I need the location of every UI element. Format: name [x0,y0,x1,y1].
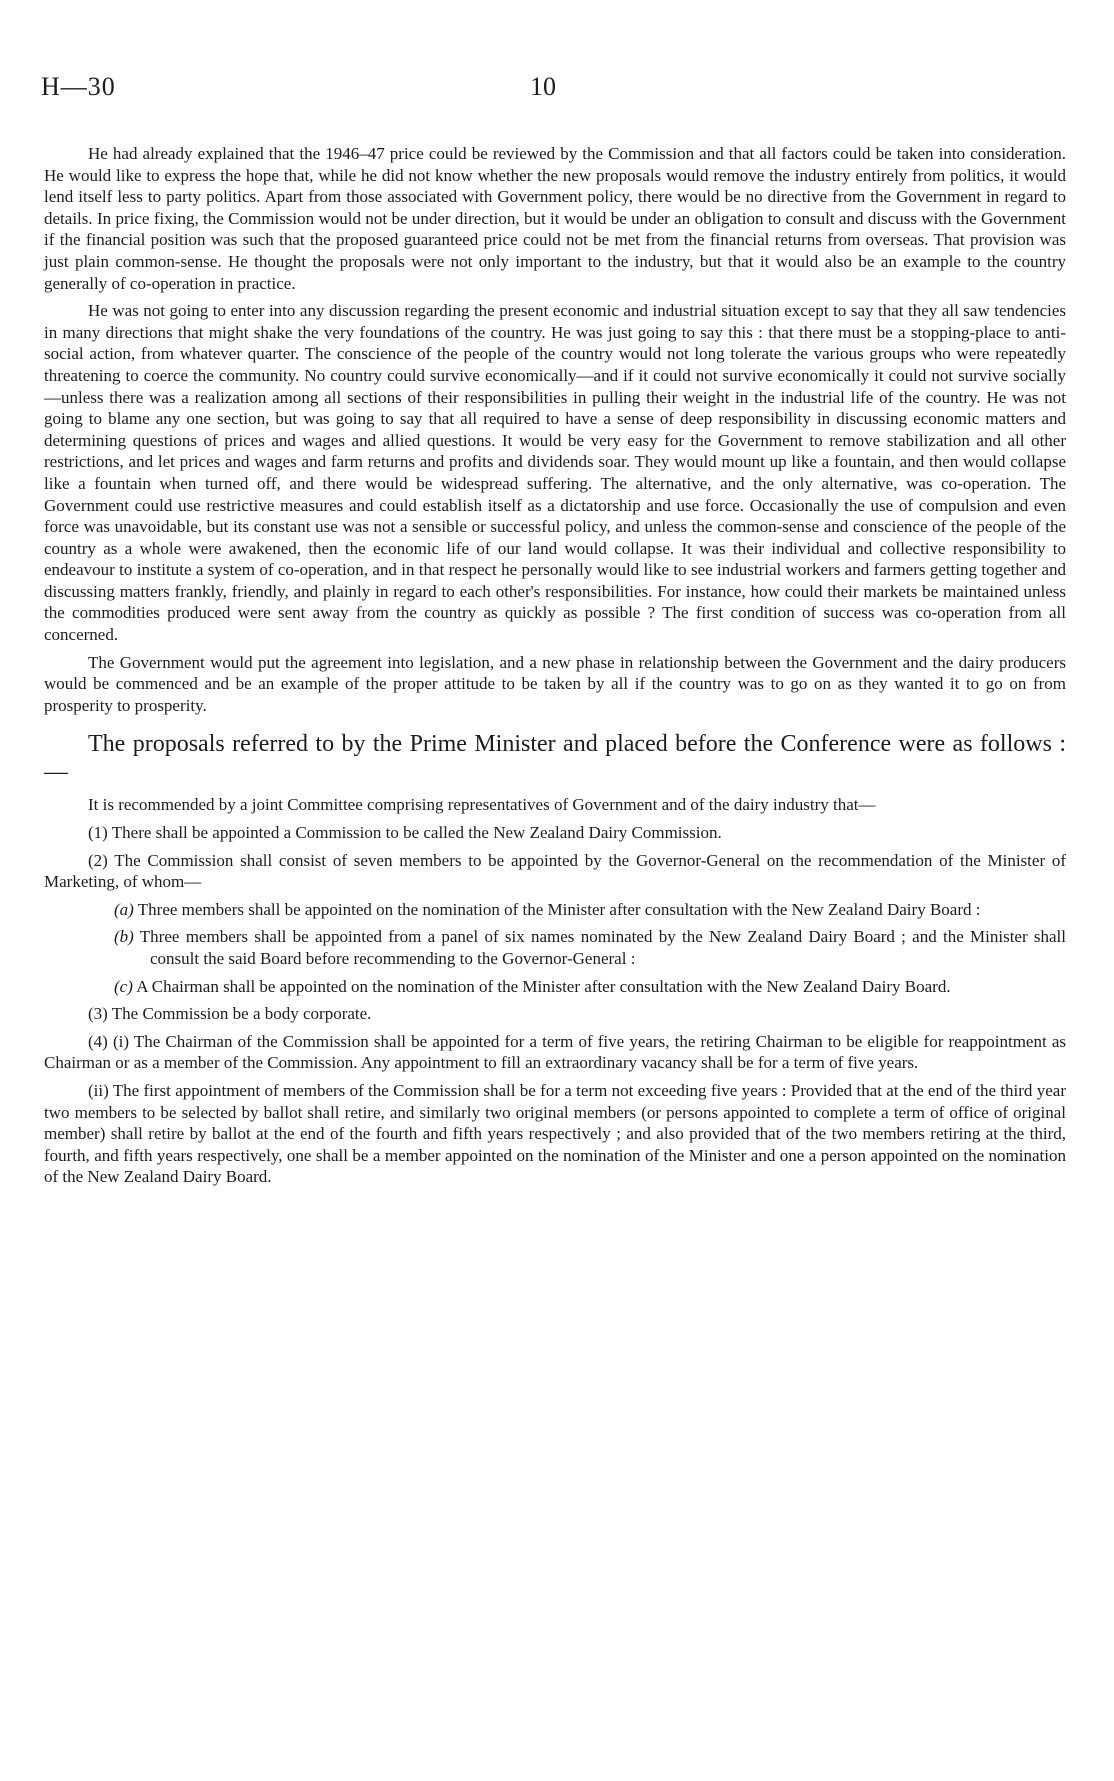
clause-3: (3) The Commission be a body corporate. [88,1004,372,1024]
sub-clause-a-marker: (a) [114,899,134,919]
document-code: H—30 [41,72,116,101]
sub-clause-a [44,899,1066,921]
sub-clause-b [44,926,1066,969]
sub-clause-b-text: Three members shall be appointed from a panel of six names nominated by the New Zealand Dairy Board ; and the Minister shall consult the said Board before recommending to the Governor-General : [139,927,1066,968]
paragraph-economic-situation: He was not going to enter into any discussion regarding the present economic and industrial situation except to say that they all saw tendencies in many directions that might shake the very foundations of the country. He was just going to say this : that there must be a stopping-place to anti-social action, from whatever quarter. The conscience of the people of the country would not long tolerate the various groups who were repeatedly threatening to coerce the community. No country could survive economically—and if it could not survive economically it could not survive socially—unless there was a realization among all sections of their responsibilities in pulling their weight in the industrial life of the country. He was not going to blame any one section, but was going to say that all required to have a sense of deep responsibility in discussing economic matters and determining questions of prices and wages and allied questions. It would be very easy for the Government to remove stabilization and all other restrictions, and let prices and wages and farm returns and profits and dividends soar. They would mount up like a fountain, and then would collapse like a fountain when turned off, and there would be widespread suffering. The alternative, and the only alternative, was co-operation. The Government could use restrictive measures and could establish itself as a dictatorship and use force. Occasionally the use of compulsion and even force was unavoidable, but its constant use was not a sensible or successful policy, and unless the common-sense and conscience of the people of the country as a whole were awakened, then the economic life of our land would collapse. It was their individual and collective responsibility to endeavour to institute a system of co-operation, and in that respect he personally would like to see industrial workers and farmers getting together and discussing matters frankly, friendly, and plainly in regard to each other's responsibilities. For instance, how could their markets be maintained unless the commodities produced were sent away from the country as quickly as possible ? The first condition of success was co-operation from all concerned. [44,301,1066,645]
recommendation-intro: It is recommended by a joint Committee comprising representatives of Government and of the dairy industry that— [88,795,876,815]
paragraph-price-review: He had already explained that the 1946–47 price could be reviewed by the Commission and that all factors could be taken into consideration. He would like to express the hope that, while he did not know whether the new proposals would remove the industry entirely from politics, it would lend itself less to party politics. Apart from those associated with Government policy, there would be no directive from the Government in regard to details. In price fixing, the Commission would not be under direction, but it would be under an obligation to consult and discuss with the Government if the financial position was such that the proposed guaranteed price could not be met from the financial returns from overseas. That provision was just plain common-sense. He thought the proposals were not only important to the industry, but that it would also be an example to the country generally of co-operation in practice. [44,144,1066,293]
clause-1: (1) There shall be appointed a Commission to be called the New Zealand Dairy Commission. [88,823,722,843]
sub-clause-b-marker: (b) [114,927,134,947]
section-heading: The proposals referred to by the Prime Minister and placed before the Conference were as follows :— [44,731,1066,786]
page-number: 10 [530,72,556,101]
sub-clause-a-text: Three members shall be appointed on the nomination of the Minister after consultation with the New Zealand Dairy Board : [137,899,981,919]
clause-4-i: (4) (i) The Chairman of the Commission shall be appointed for a term of five years, the retiring Chairman to be eligible for reappointment as Chairman or as a member of the Commission. Any appointment to fill an extraordinary vacancy shall be for a term of five years. [44,1031,1066,1073]
document-body [44,143,1066,1194]
paragraph-legislation: The Government would put the agreement into legislation, and a new phase in relationship between the Government and the dairy producers would be commenced and be an example of the proper attitude to be taken by all if the country was to go on as they wanted it to go on from prosperity to prosperity. [44,652,1066,715]
sub-clause-c-marker: (c) [114,976,133,996]
clause-2: (2) The Commission shall consist of seven members to be appointed by the Governor-General on the recommendation of the Minister of Marketing, of whom— [44,850,1066,892]
sub-clause-c-text: A Chairman shall be appointed on the nomination of the Minister after consultation with the New Zealand Dairy Board. [136,976,951,996]
sub-clause-c [44,976,1066,998]
clause-4-ii: (ii) The first appointment of members of the Commission shall be for a term not exceeding five years : Provided that at the end of the third year two members to be selected by ballot shall retire, and similarly two original members (or persons appointed to complete a term of office of original member) shall retire by ballot at the end of the fourth and fifth years respectively ; and also provided that of the two members retiring at the third, fourth, and fifth years respectively, one shall be a member appointed on the nomination of the Minister and one a person appointed on the nomination of the New Zealand Dairy Board. [44,1080,1066,1187]
